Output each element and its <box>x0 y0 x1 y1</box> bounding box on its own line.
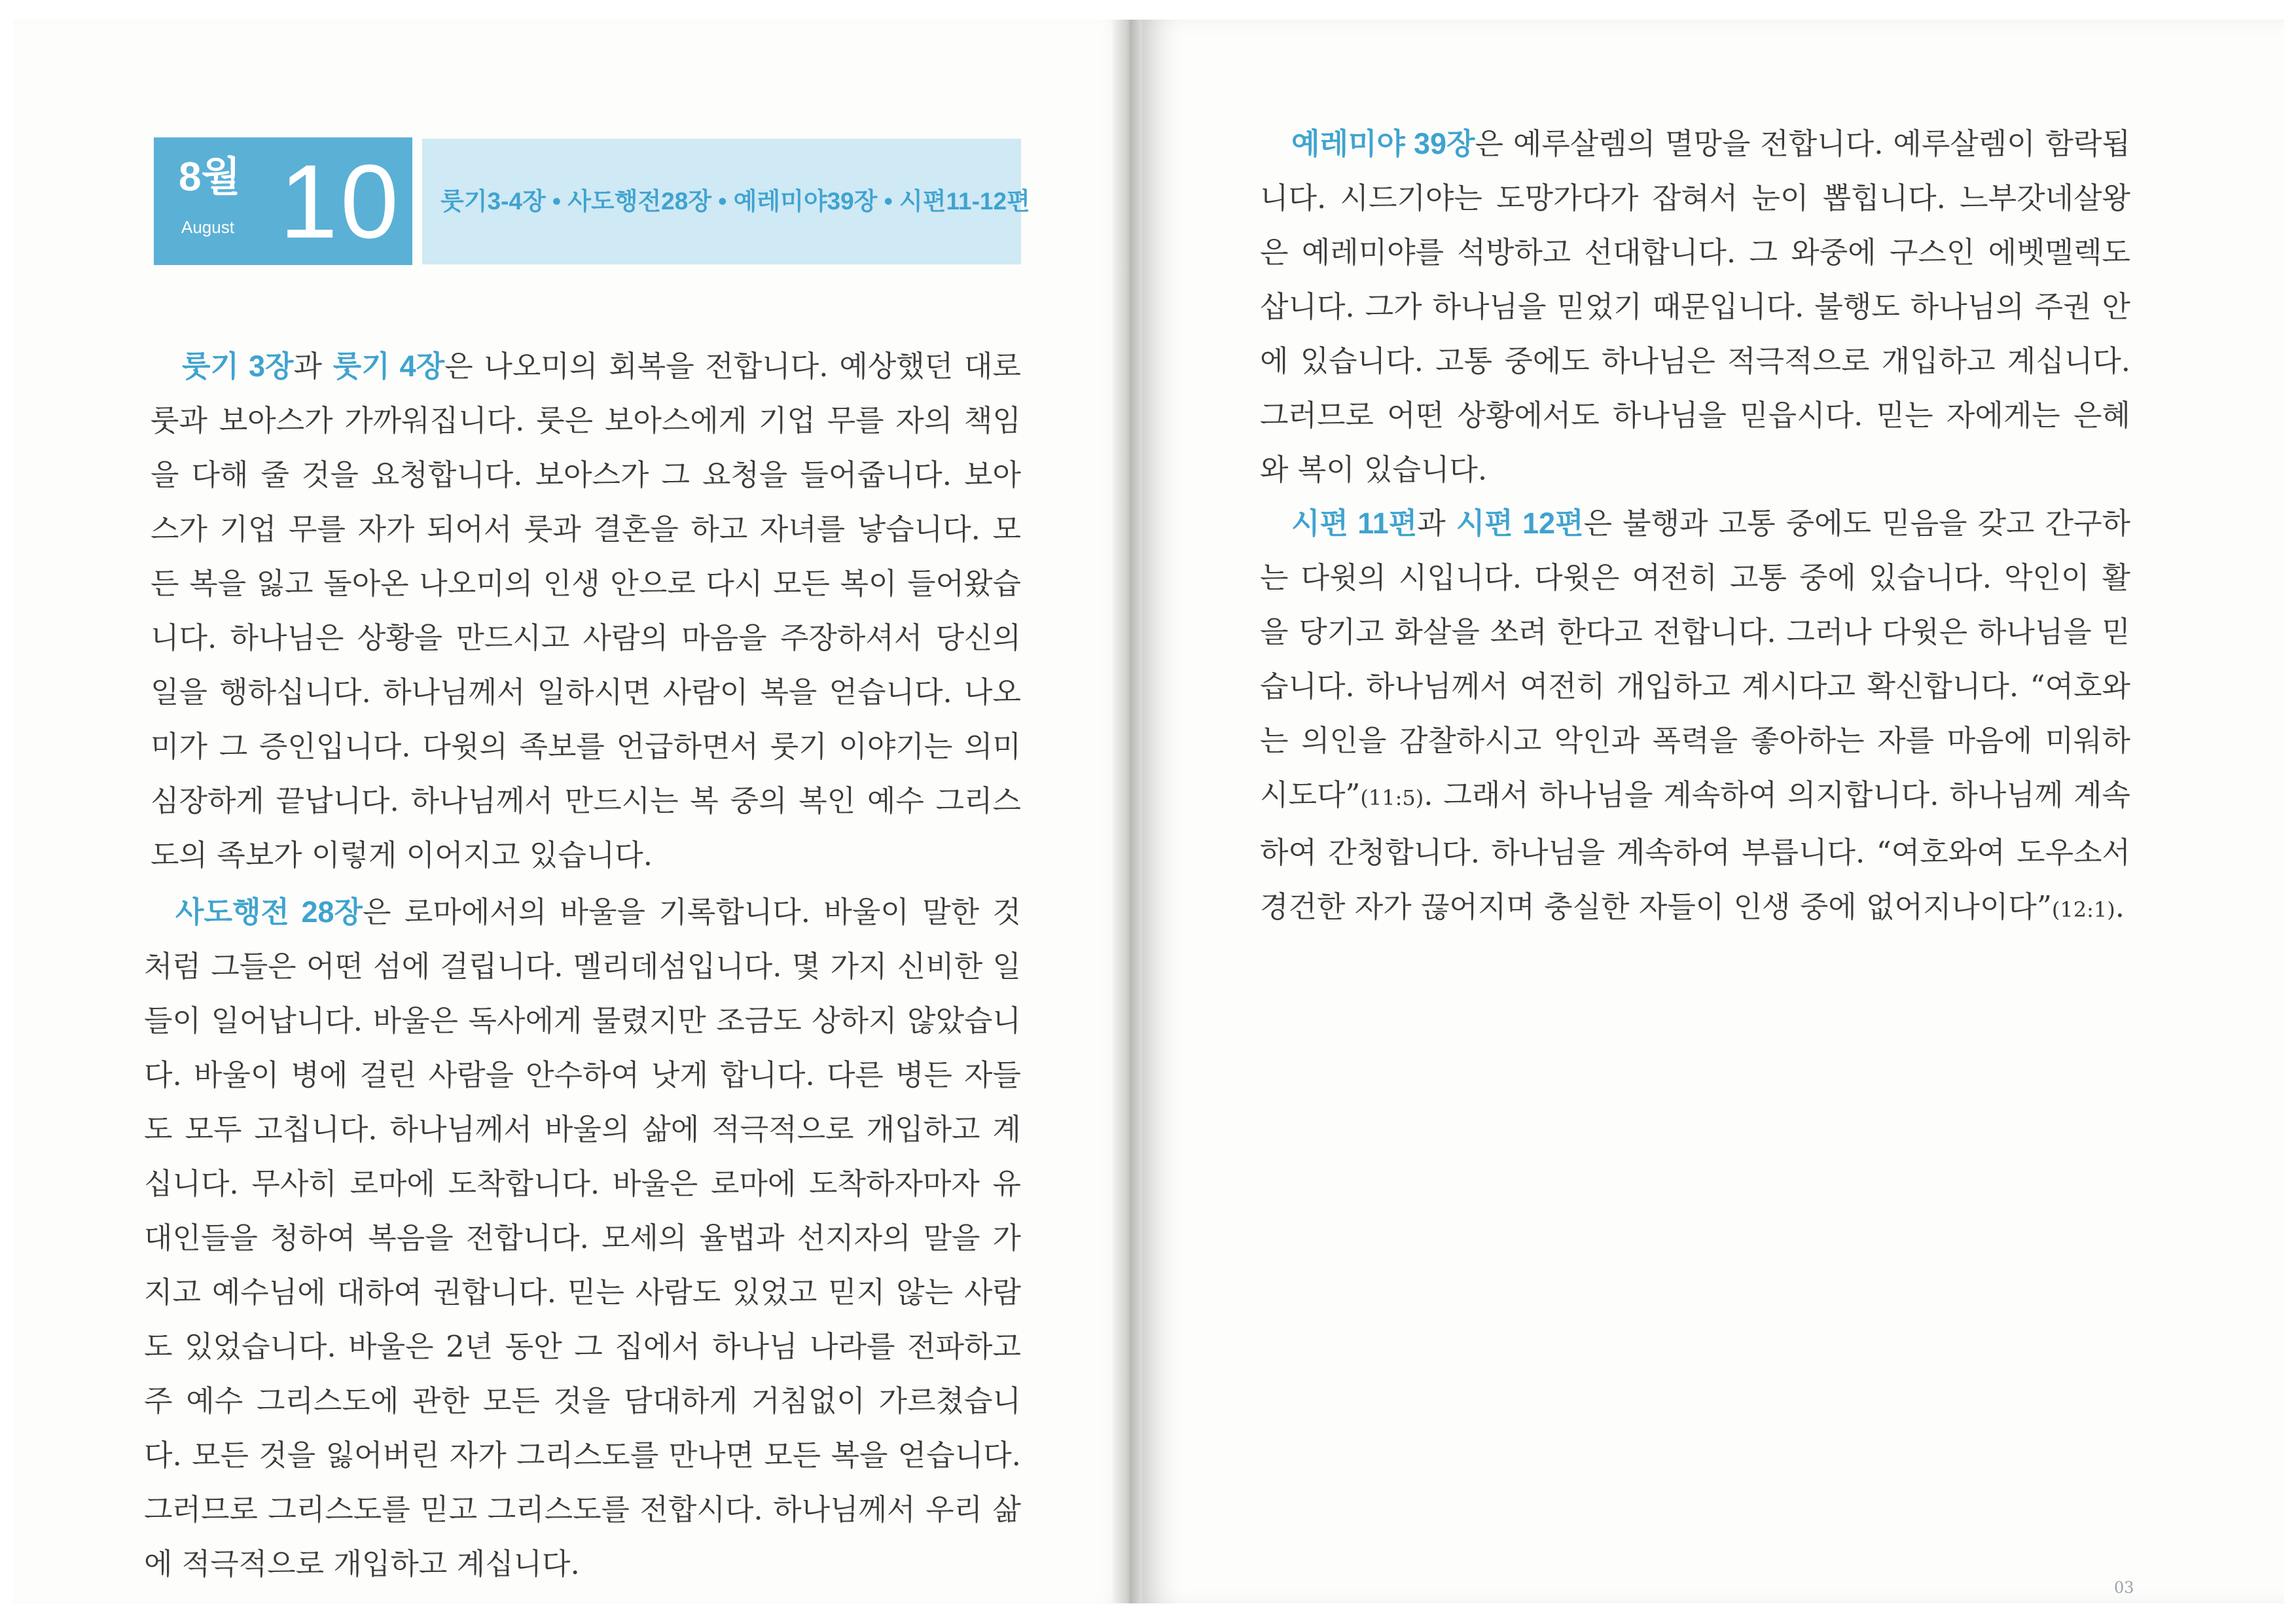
scripture-reference: 시편 12편 <box>1456 507 1584 540</box>
paragraph-text: 은 나오미의 회복을 전합니다. 예상했던 대로 룻과 보아스가 가까워집니다. 룻은 보아스에게 기업 무를 자의 책임을 다해 줄 것을 요청합니다. 보아스가 그 요청을 들어줍니다. 보아스가 기업 무를 자가 되어서 룻과 결혼을 하고 자녀를 낳습니다. 모든 복을 잃고 돌아온 나오미의 인생 안으로 다시 모든 복이 들어왔습니다. 하나님은 상황을 만드시고 사람의 마음을 주장하셔서 당신의 일을 행하십니다. 하나님께서 일하시면 사람이 복을 얻습니다. 나오미가 그 증인입니다. 다윗의 족보를 언급하면서 룻기 이야기는 의미심장하게 끝납니다. 하나님께서 만드시는 복 중의 복인 예수 그리스도의 족보가 이렇게 이어지고 있습니다. <box>151 349 1021 872</box>
paragraph-jeremiah <box>1260 116 2130 497</box>
verse-citation: (12:1) <box>2051 897 2115 922</box>
paragraph-text: 은 예루살렘의 멸망을 전합니다. 예루살렘이 함락됩니다. 시드기야는 도망가다가 잡혀서 눈이 뽑힙니다. 느부갓네살왕은 예레미야를 석방하고 선대합니다. 그 와중에 구스인 에벳멜렉도 삽니다. 그가 하나님을 믿었기 때문입니다. 불행도 하나님의 주권 안에 있습니다. 고통 중에도 하나님은 적극적으로 개입하고 계십니다. 그러므로 어떤 상황에서도 하나님을 믿읍시다. 믿는 자에게는 은혜와 복이 있습니다. <box>1260 126 2130 487</box>
scripture-reference: 룻기 4장 <box>332 349 445 383</box>
daily-readings: 룻기3-4장 • 사도행전28장 • 예레미야39장 • 시편11-12편 <box>440 188 1030 215</box>
page-number: 03 <box>2114 1578 2134 1597</box>
verse-citation: (11:5) <box>1360 785 1424 810</box>
date-day: 10 <box>279 143 401 260</box>
reading-strip <box>422 139 1030 264</box>
date-month-ko: 8월 <box>179 154 241 200</box>
book-spine <box>1113 20 1145 1603</box>
scripture-reference: 예레미야 39장 <box>1291 127 1475 160</box>
paragraph-text: . <box>2115 889 2125 924</box>
paragraph-text: . 그래서 하나님을 계속하여 의지합니다. 하나님께 계속하여 간청합니다. 하나님을 계속하여 부릅니다. “여호와여 도우소서 경건한 자가 끊어지며 충실한 자들이 인생 중에 없어지나이다” <box>1260 777 2130 924</box>
scripture-reference: 룻기 3장 <box>182 349 294 383</box>
scripture-reference: 시편 11편 <box>1291 507 1418 540</box>
paragraph-text: 과 <box>293 349 333 383</box>
scripture-reference: 사도행전 28장 <box>175 895 363 929</box>
paragraph-text: 은 불행과 고통 중에도 믿음을 갖고 간구하는 다윗의 시입니다. 다윗은 여전히 고통 중에 있습니다. 악인이 활을 당기고 화살을 쏘려 한다고 전합니다. 그러나 다윗은 하나님을 믿습니다. 하나님께서 여전히 개입하고 계시다고 확신합니다. “여호와는 의인을 감찰하시고 악인과 폭력을 좋아하는 자를 마음에 미워하시도다” <box>1260 506 2131 812</box>
date-month-en: August <box>181 217 234 237</box>
paragraph-acts <box>144 885 1021 1591</box>
paragraph-text: 은 로마에서의 바울을 기록합니다. 바울이 말한 것처럼 그들은 어떤 섬에 걸립니다. 멜리데섬입니다. 몇 가지 신비한 일들이 일어납니다. 바울은 독사에게 물렸지만 조금도 상하지 않았습니다. 바울이 병에 걸린 사람을 안수하여 낫게 합니다. 다른 병든 자들도 모두 고칩니다. 하나님께서 바울의 삶에 적극적으로 개입하고 계십니다. 무사히 로마에 도착합니다. 바울은 로마에 도착하자마자 유대인들을 청하여 복음을 전합니다. 모세의 율법과 선지자의 말을 가지고 예수님에 대하여 권합니다. 믿는 사람도 있었고 믿지 않는 사람도 있었습니다. 바울은 2년 동안 그 집에서 하나님 나라를 전파하고 주 예수 그리스도에 관한 모든 것을 담대하게 거침없이 가르쳤습니다. 모든 것을 잃어버린 자가 그리스도를 만나면 모든 복을 얻습니다. 그러므로 그리스도를 믿고 그리스도를 전합시다. 하나님께서 우리 삶에 적극적으로 개입하고 계십니다. <box>144 895 1021 1581</box>
paragraph-text: 과 <box>1417 506 1456 541</box>
paragraph-ruth <box>151 339 1021 882</box>
paragraph-psalms <box>1260 496 2130 937</box>
date-block <box>154 137 412 265</box>
